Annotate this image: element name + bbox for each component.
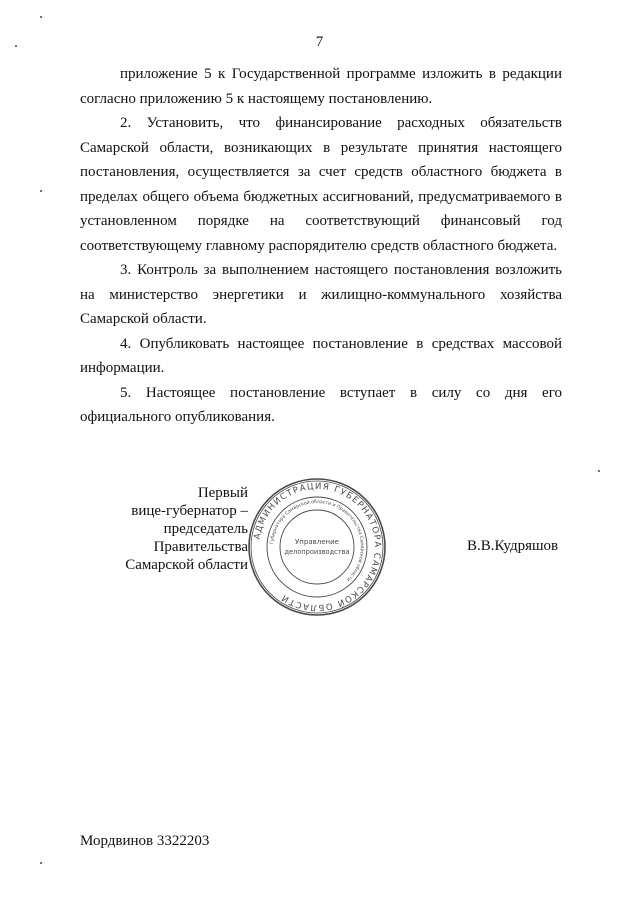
seal-inner-text: Губернатора Самарской области и Правительства Самарской области bbox=[270, 499, 365, 582]
scan-speck bbox=[598, 470, 600, 472]
scan-speck bbox=[15, 45, 17, 47]
paragraph-2-financing: 2. Установить, что финансирование расходных обязательств Самарской области, возникающих в результате принятия настоящего постановления, осуществляется за счет средств областного бюджета в пределах общего объема бюджетных ассигнований, предусматриваемого в установленном порядке на соответствующий финансовый год соответствующему главному распорядителю средств областного бюджета. bbox=[80, 115, 562, 254]
signatory-title-line: Самарской области bbox=[125, 557, 248, 573]
scan-speck bbox=[40, 862, 42, 864]
official-seal bbox=[246, 476, 388, 618]
seal-graphic bbox=[246, 476, 388, 618]
seal-outer-text: АДМИНИСТРАЦИЯ ГУБЕРНАТОРА САМАРСКОЙ ОБЛАСТИ bbox=[252, 481, 383, 613]
signatory-title-line: Первый bbox=[197, 485, 248, 501]
paragraph-3-control: 3. Контроль за выполнением настоящего постановления возложить на министерство энергетики и жилищно-коммунального хозяйства Самарской области. bbox=[80, 262, 562, 327]
paragraph-5-effect: 5. Настоящее постановление вступает в силу со дня его официального опубликования. bbox=[80, 384, 562, 425]
signatory-title-line: председатель Правительства bbox=[153, 521, 248, 555]
paragraph-4-publication: 4. Опубликовать настоящее постановление в средствах массовой информации. bbox=[80, 335, 562, 376]
seal-center-line-2: делопроизводства bbox=[284, 548, 350, 556]
executor-note: Мордвинов 3322203 bbox=[80, 833, 210, 849]
paragraph-continuation: приложение 5 к Государственной программе изложить в редакции согласно приложению 5 к настоящему постановлению. bbox=[80, 66, 562, 107]
scan-speck bbox=[40, 16, 42, 18]
signatory-title bbox=[80, 484, 248, 574]
signatory-name: В.В.Кудряшов bbox=[467, 538, 559, 554]
page-number: 7 bbox=[315, 34, 324, 50]
seal-center-line-1: Управление bbox=[295, 538, 339, 546]
signatory-title-line: вице-губернатор – bbox=[131, 503, 248, 519]
scan-speck bbox=[40, 190, 42, 192]
document-body bbox=[80, 62, 562, 430]
